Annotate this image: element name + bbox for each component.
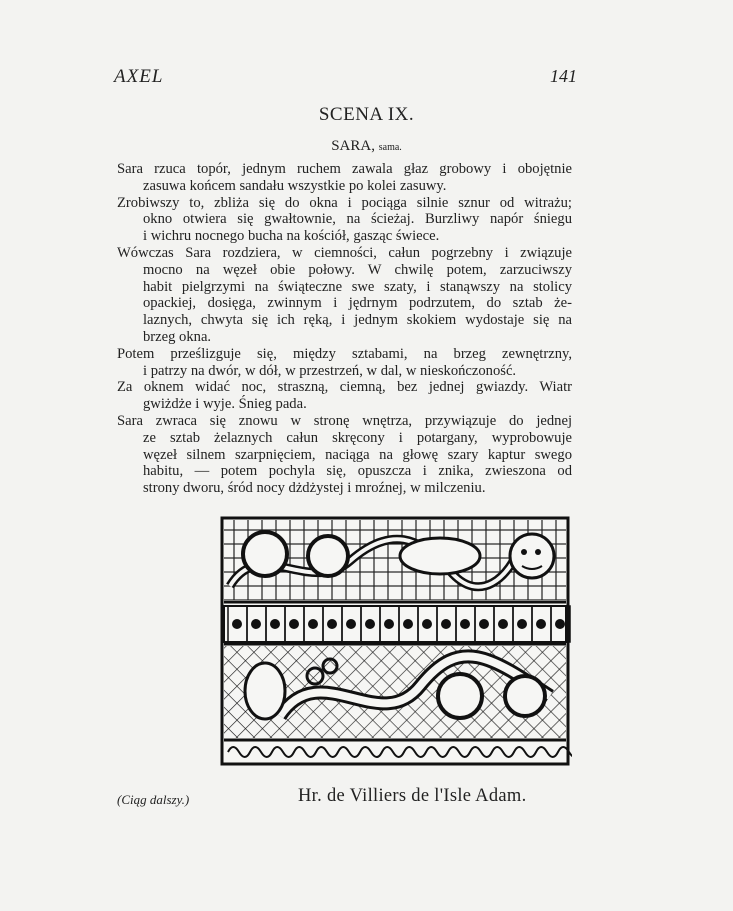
rosette bbox=[243, 532, 287, 576]
text-line: Wówczas Sara rozdziera, w ciemności, całun pogrzebny i związuje bbox=[117, 244, 572, 261]
text-line: i wichru nocnego bucha na kościół, gasząc świece. bbox=[143, 228, 440, 245]
text-line: węzeł silnem szarpnięciem, naciąga na głowę szary kaptur swego bbox=[143, 446, 572, 463]
bearded-figure bbox=[245, 663, 285, 719]
paragraph bbox=[117, 346, 572, 380]
text-line: zasuwa końcem sandału wszystkie po kolei zasuwy. bbox=[143, 177, 447, 194]
text-line: brzeg okna. bbox=[143, 328, 212, 345]
paragraph bbox=[117, 245, 572, 346]
text-line: Sara zwraca się znowu w stronę wnętrza, przywiązuje do jednej bbox=[117, 412, 572, 429]
text-line: ze sztab żelaznych całun skręcony i potargany, wyprobowuje bbox=[143, 429, 572, 446]
text-line: Sara rzuca topór, jednym ruchem zawala głaz grobowy i obojętnie bbox=[117, 161, 572, 177]
character-note: sama. bbox=[378, 142, 402, 153]
character-heading bbox=[0, 138, 733, 155]
text-line: habit pielgrzymi na świąteczne swe szaty, i stanąwszy na stolicy bbox=[143, 278, 572, 295]
text-line: gwiżdże i wyje. Śnieg pada. bbox=[143, 396, 307, 413]
text-line: Zrobiwszy to, zbliża się do okna i pociąga silnie sznur od witrażu; bbox=[117, 194, 572, 211]
continued-note: (Ciąg dalszy.) bbox=[117, 792, 190, 807]
page-number: 141 bbox=[550, 66, 577, 86]
text-line: opackiej, dosięga, zwinnym i jędrnym podrzutem, do sztab że- bbox=[143, 295, 572, 312]
paragraph bbox=[117, 161, 572, 195]
lion-face bbox=[510, 534, 554, 578]
paragraph bbox=[117, 379, 572, 413]
author-signature: Hr. de Villiers de l'Isle Adam. bbox=[298, 786, 527, 806]
text-line: habitu, — potem pochyla się, opuszcza i znika, zwieszona od bbox=[143, 463, 572, 480]
text-line: i patrzy na dwór, w dół, w przestrzeń, w dal, w nieskończoność. bbox=[143, 362, 517, 379]
character-name: SARA, bbox=[331, 138, 375, 154]
text-line: okno otwiera się gwałtownie, na ścieżaj. Burzliwy napór śniegu bbox=[143, 211, 572, 228]
paragraph bbox=[117, 195, 572, 245]
stage-directions bbox=[117, 161, 572, 497]
text-line: mocno na węzeł obie połowy. W chwilę potem, zarzuciwszy bbox=[143, 261, 572, 278]
scene-title: SCENA IX. bbox=[318, 104, 415, 125]
text-line: Za oknem widać noc, straszną, ciemną, bez jednej gwiazdy. Wiatr bbox=[117, 379, 572, 396]
text-line: Potem prześlizguje się, między sztabami, na brzeg zewnętrzny, bbox=[117, 345, 572, 362]
running-title: AXEL bbox=[114, 66, 164, 87]
ornamental-illustration bbox=[220, 516, 572, 766]
paragraph bbox=[117, 413, 572, 497]
text-line: strony dworu, śród nocy dżdżystej i mroźnej, w milczeniu. bbox=[143, 480, 486, 497]
text-line: laznych, chwyta się ich ręką, i jednym skokiem wydostaje się na bbox=[143, 312, 572, 329]
